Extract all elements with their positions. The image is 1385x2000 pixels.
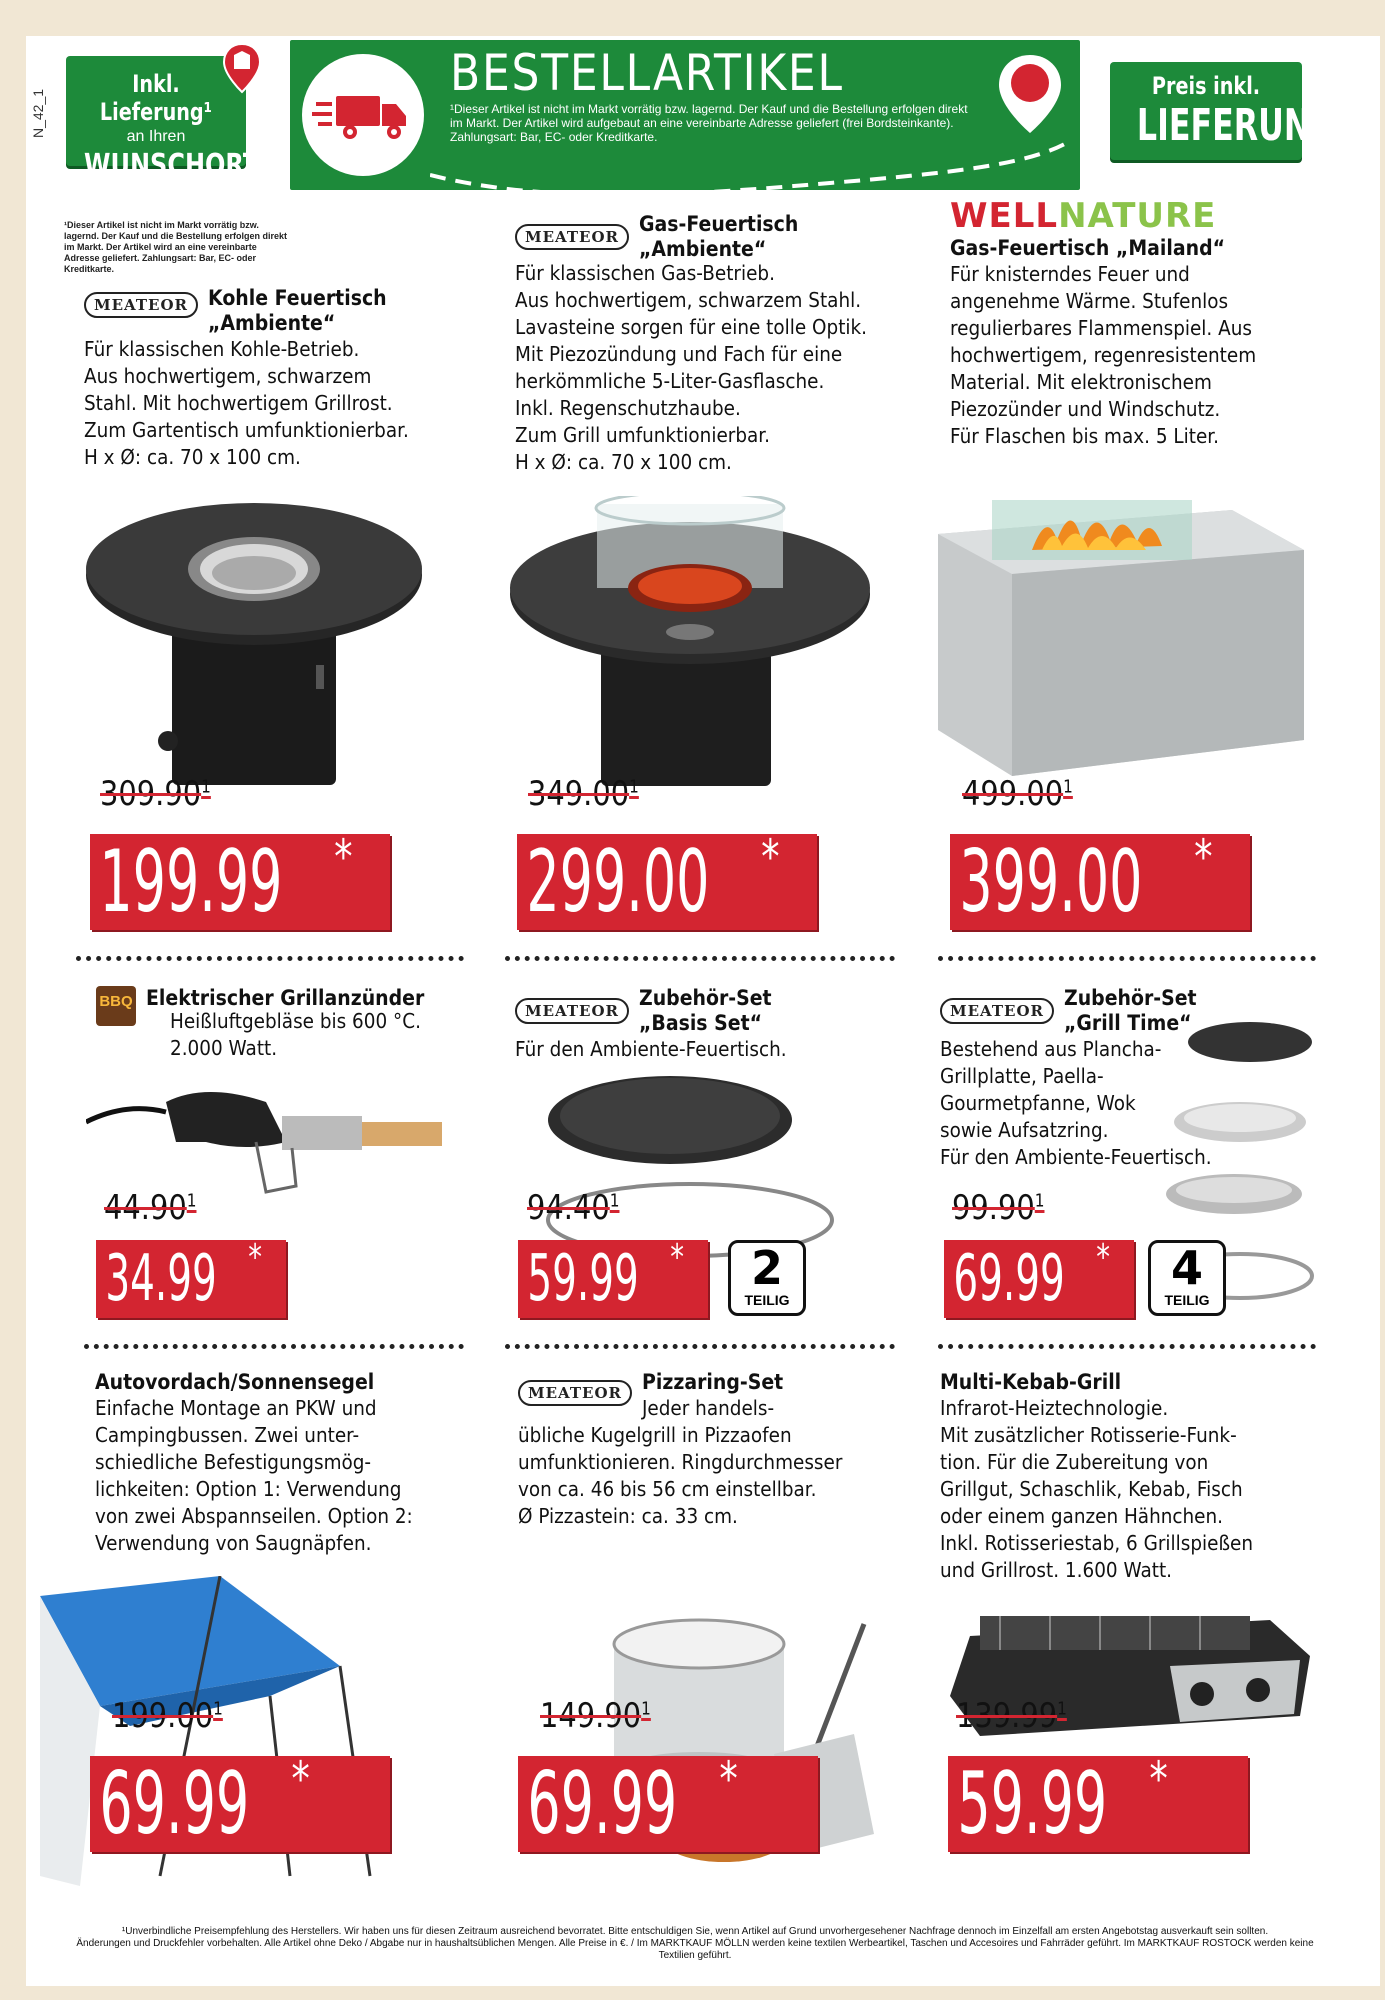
product-description: Einfache Montage an PKW und Campingbussen. Zwei unter- schiedliche Befestigungsmög- lichkeiten: Option 1: Verwendung von zwei Abspannseilen. Option 2: Verwendung von Saugnäpfen. — [95, 1396, 413, 1555]
price-badge-line2: LIEFERUNG — [1136, 100, 1337, 151]
product-description: Für klassischen Gas-Betrieb. Aus hochwertigem, schwarzem Stahl. Lavasteine sorgen für eine tolle Optik. Mit Piezozündung und Fach für eine herkömmliche 5-Liter-Gasflasche. Inkl. Regenschutzhaube. Zum Grill umfunktionierbar. H x Ø: ca. 70 x 100 cm. — [515, 261, 868, 474]
sale-price: 59.99 * — [518, 1240, 708, 1318]
meateor-logo: MEATEOR — [518, 1380, 632, 1406]
route-dash-line — [430, 135, 1080, 205]
page-code: N_42_1 — [30, 88, 46, 138]
product-gas-feuertisch-ambiente — [515, 212, 905, 476]
price-badge-line1: Preis inkl. — [1151, 72, 1261, 100]
destination-pin-icon — [995, 52, 1065, 136]
product-multi-kebab-grill — [940, 1370, 1320, 1584]
delivery-badge — [66, 56, 260, 183]
product-description: übliche Kugelgrill in Pizzaofen umfunktionieren. Ringdurchmesser von ca. 46 bis 56 cm einstellbar. Ø Pizzastein: ca. 33 cm. — [518, 1423, 843, 1528]
location-pin-icon — [222, 42, 262, 94]
separator — [84, 1344, 464, 1349]
parts-label: TEILIG — [744, 1292, 790, 1308]
separator — [938, 956, 1316, 961]
banner-title: BESTELLARTIKEL — [450, 44, 844, 102]
separator — [938, 1344, 1316, 1349]
product-kohle-feuertisch — [84, 286, 504, 471]
order-item-banner — [290, 40, 1080, 190]
product-title: Zubehör-Set „Basis Set“ — [638, 986, 772, 1035]
product-gas-feuertisch-mailand — [950, 196, 1310, 450]
old-price: 94.40$^1$ — [527, 1188, 620, 1228]
old-price: 499.00$^1$ — [962, 774, 1073, 814]
product-title: Pizzaring-Set — [641, 1370, 784, 1394]
product-grillanzuender — [96, 986, 496, 1062]
old-price: 349.00$^1$ — [528, 774, 639, 814]
sale-price: 59.99 * — [948, 1756, 1248, 1852]
footer-line1: ¹Unverbindliche Preisempfehlung des Herstellers. Wir haben uns für diesen Zeitraum ausreichend bevorratet. Bitte entschuldigen Sie, wenn Artikel auf Grund unvorhergesehener Nachfrage dennoch im Einzelfall am ersten Angebotstag ausverkauft sein sollten. — [121, 1926, 1269, 1937]
old-price: 139.99$^1$ — [956, 1696, 1067, 1736]
product-description: Für den Ambiente-Feuertisch. — [515, 1037, 787, 1061]
delivery-truck-icon — [302, 54, 424, 176]
product-description-start: Jeder handels- — [641, 1396, 775, 1420]
parts-label: TEILIG — [1164, 1292, 1210, 1308]
delivery-badge-line2: an Ihren — [126, 128, 186, 145]
product-title: Gas-Feuertisch „Mailand“ — [950, 236, 1226, 260]
old-price: 199.00$^1$ — [112, 1696, 223, 1736]
product-title: Elektrischer Grillanzünder — [146, 986, 425, 1010]
parts-count-badge — [728, 1240, 806, 1316]
separator — [505, 1344, 895, 1349]
sale-price: 69.99 * — [518, 1756, 818, 1852]
separator — [505, 956, 895, 961]
parts-count: 4 — [1170, 1241, 1203, 1295]
meateor-logo: MEATEOR — [84, 292, 198, 318]
product-description: Bestehend aus Plancha- Grillplatte, Paella- Gourmetpfanne, Wok sowie Aufsatzring. Für den Ambiente-Feuertisch. — [940, 1037, 1212, 1169]
banner-note: ¹Dieser Artikel ist nicht im Markt vorrätig bzw. lagernd. Der Kauf und die Bestellung erfolgen direkt im Markt. Der Artikel wird aufgebaut an eine vereinbarte Adresse geliefert (frei Bordsteinkante). Zahlungsart: Bar, EC- oder Kreditkarte. — [450, 102, 968, 144]
price-incl-delivery-badge — [1110, 62, 1337, 160]
sale-price: 399.00 * — [950, 834, 1250, 930]
product-description: Für klassischen Kohle-Betrieb. Aus hochwertigem, schwarzem Stahl. Mit hochwertigem Grillrost. Zum Gartentisch umfunktionierbar. H x Ø: ca. 70 x 100 cm. — [84, 337, 409, 469]
delivery-badge-line1: Inkl. Lieferung¹ — [99, 70, 213, 126]
concrete-fire-table-image — [932, 490, 1312, 780]
product-description: Infrarot-Heiztechnologie. Mit zusätzlicher Rotisserie-Funk- tion. Für die Zubereitung von Grillgut, Schaschlik, Kebab, Fisch oder einem ganzen Hähnchen. Inkl. Rotisseriestab, 6 Grillspießen und Grillrost. 1.600 Watt. — [940, 1396, 1254, 1582]
order-footnote: ¹Dieser Artikel ist nicht im Markt vorrätig bzw. lagernd. Der Kauf und die Bestellung erfolgen direkt im Markt. Der Artikel wird an eine vereinbarte Adresse geliefert. Zahlungsart: Bar, EC- oder Kreditkarte. — [64, 220, 288, 274]
product-description: Für knisterndes Feuer und angenehme Wärme. Stufenlos regulierbares Flammenspiel. Aus hochwertigem, regenresistentem Material. Mit elektronischem Piezozünder und Windschutz. Für Flaschen bis max. 5 Liter. — [950, 262, 1257, 448]
sale-price: 69.99 * — [90, 1756, 390, 1852]
old-price: 149.90$^1$ — [540, 1696, 651, 1736]
delivery-badge-line3: WUNSCHORT — [84, 148, 260, 183]
old-price: 309.90$^1$ — [100, 774, 211, 814]
product-title: Kohle Feuertisch „Ambiente“ — [207, 286, 387, 335]
product-title: Autovordach/Sonnensegel — [95, 1370, 375, 1394]
old-price: 44.90$^1$ — [104, 1188, 197, 1228]
product-description: Heißluftgebläse bis 600 °C. 2.000 Watt. — [170, 1009, 421, 1060]
meateor-logo: MEATEOR — [515, 998, 629, 1024]
sale-price: 34.99 * — [96, 1240, 286, 1318]
legal-footer — [60, 1926, 1330, 1962]
product-title: Multi-Kebab-Grill — [940, 1370, 1122, 1394]
sale-price: 199.99 * — [90, 834, 390, 930]
parts-count-badge — [1148, 1240, 1226, 1316]
wellnature-logo: WELLNATURE — [950, 196, 1217, 236]
charcoal-fire-table-image — [84, 495, 424, 795]
old-price: 99.90$^1$ — [952, 1188, 1045, 1228]
separator — [76, 956, 464, 961]
sale-price: 69.99 * — [944, 1240, 1134, 1318]
product-zubehoer-basis-set — [515, 986, 895, 1063]
footer-line2: Änderungen und Druckfehler vorbehalten. Alle Artikel ohne Deko / Abgabe nur in haushaltsüblichen Mengen. Alle Preise in €. / Im MARKTKAUF MÖLLN werden keine textilen Werbeartikel, Taschen und Accesoires und Fahrräder geführt. Im MARKTKAUF ROSTOCK werden keine Textilien geführt. — [76, 1938, 1314, 1961]
meateor-logo: MEATEOR — [515, 224, 629, 250]
meateor-logo: MEATEOR — [940, 998, 1054, 1024]
sale-price: 299.00 * — [517, 834, 817, 930]
product-title: Gas-Feuertisch „Ambiente“ — [638, 212, 799, 261]
product-title: Zubehör-Set „Grill Time“ — [1063, 986, 1197, 1035]
gas-fire-table-image — [505, 496, 885, 796]
parts-count: 2 — [750, 1241, 783, 1295]
product-pizzaring-set — [518, 1370, 908, 1530]
product-autovordach — [95, 1370, 495, 1557]
bbq-logo: BBQ — [96, 986, 136, 1026]
